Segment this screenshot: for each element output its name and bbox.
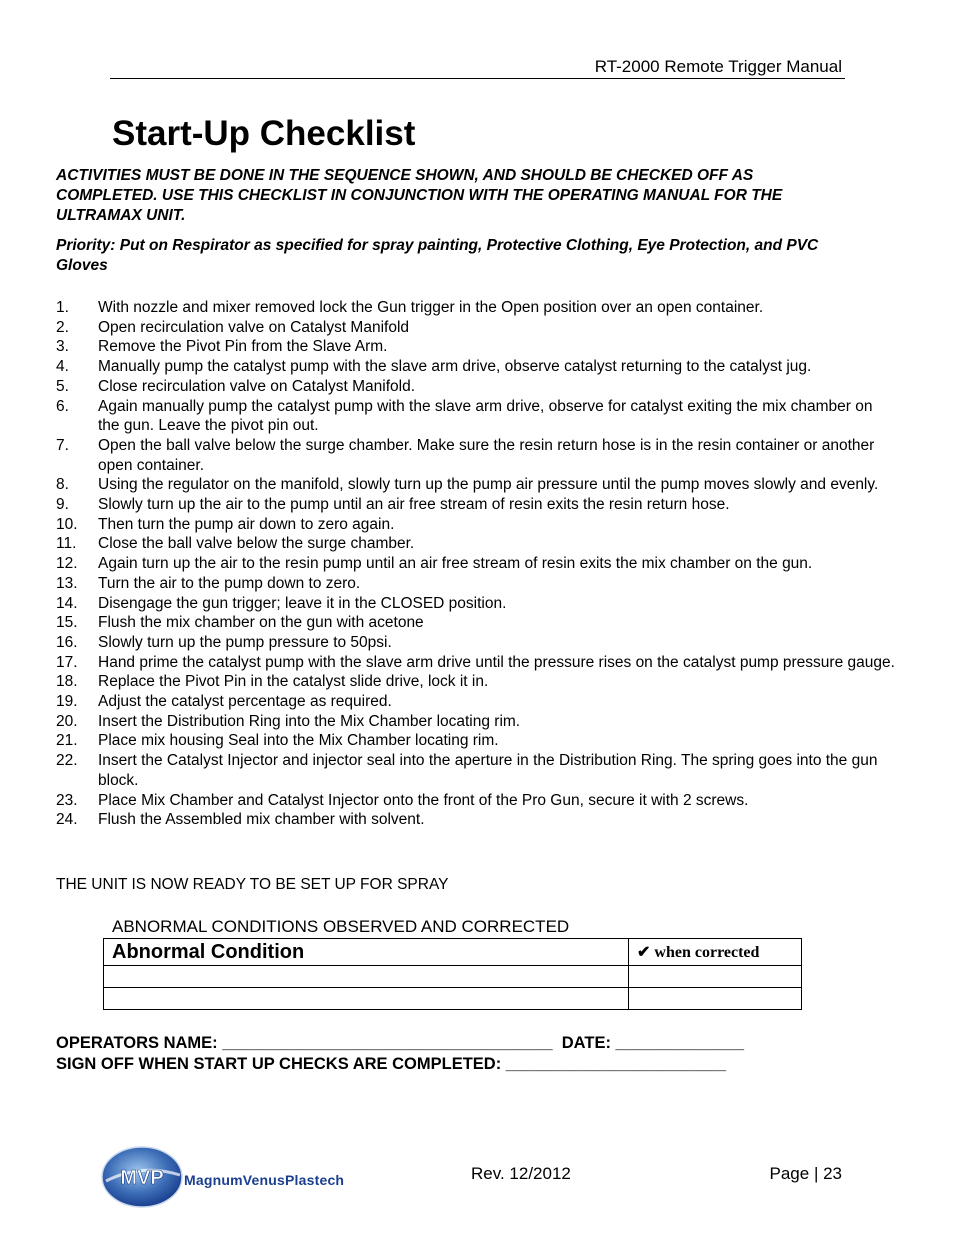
checklist-step [56, 672, 896, 692]
step-number: 3. [56, 338, 69, 356]
abnormal-condition-header: Abnormal Condition [104, 939, 629, 966]
page-number: Page | 23 [769, 1164, 842, 1183]
checklist-step [56, 712, 896, 732]
step-text: Insert the Distribution Ring into the Mix Chamber locating rim. [98, 712, 521, 730]
step-number: 20. [56, 712, 78, 730]
checklist-step [56, 633, 896, 653]
step-text: Insert the Catalyst Injector and injector seal into the aperture in the Distribution Ring. The spring goes into the gun block. [98, 752, 878, 789]
checklist-step [56, 397, 896, 436]
step-number: 13. [56, 574, 78, 592]
step-text: Again manually pump the catalyst pump with the slave arm drive, observe for catalyst exiting the mix chamber on the gun. Leave the pivot pin out. [98, 397, 873, 435]
step-text: Disengage the gun trigger; leave it in the CLOSED position. [98, 594, 507, 612]
checklist-step [56, 377, 896, 397]
checklist-step [56, 337, 896, 357]
condition-cell[interactable] [104, 966, 629, 988]
logo-badge-text: MVP [120, 1167, 164, 1189]
step-number: 4. [56, 358, 69, 376]
step-text: Manually pump the catalyst pump with the slave arm drive, observe catalyst returning to the catalyst jug. [98, 358, 812, 376]
step-text: Flush the mix chamber on the gun with acetone [98, 614, 424, 632]
step-text: Close recirculation valve on Catalyst Manifold. [98, 377, 416, 395]
condition-cell[interactable] [104, 988, 629, 1010]
checklist-step [56, 298, 896, 318]
step-number: 11. [56, 535, 77, 553]
step-number: 9. [56, 496, 69, 514]
step-number: 18. [56, 673, 78, 691]
step-number: 8. [56, 476, 69, 494]
checklist-step [56, 357, 896, 377]
step-number: 2. [56, 318, 69, 336]
checklist-step [56, 594, 896, 614]
abnormal-conditions-table [103, 938, 802, 1010]
step-number: 21. [56, 732, 78, 750]
checkmark-icon: ✔ [637, 944, 651, 961]
step-text: Slowly turn up the air to the pump until an air free stream of resin exits the resin return hose. [98, 496, 730, 514]
operator-name-line: OPERATORS NAME: ____________________________________ DATE: ______________ [56, 1034, 744, 1052]
revision-date: Rev. 12/2012 [471, 1164, 571, 1183]
step-number: 7. [56, 436, 69, 454]
step-number: 6. [56, 397, 69, 415]
checklist-step [56, 731, 896, 751]
step-text: Place mix housing Seal into the Mix Chamber locating rim. [98, 732, 499, 750]
table-row [104, 966, 802, 988]
step-number: 1. [56, 299, 69, 316]
step-number: 23. [56, 791, 78, 809]
mvp-globe-icon [100, 1145, 190, 1209]
step-text: Flush the Assembled mix chamber with solvent. [98, 811, 425, 829]
step-text: Again turn up the air to the resin pump until an air free stream of resin exits the mix chamber on the gun. [98, 555, 813, 573]
ready-statement: THE UNIT IS NOW READY TO BE SET UP FOR SPRAY [56, 876, 449, 893]
signoff-line: SIGN OFF WHEN START UP CHECKS ARE COMPLETED: ________________________ [56, 1055, 727, 1073]
step-number: 5. [56, 377, 69, 395]
step-number: 17. [56, 653, 78, 671]
checklist-steps [56, 298, 896, 830]
priority-note: Priority: Put on Respirator as specified for spray painting, Protective Clothing, Eye Protection, and PVC Gloves [56, 237, 819, 274]
checklist-step [56, 436, 896, 475]
step-number: 22. [56, 752, 78, 770]
step-number: 24. [56, 811, 78, 829]
when-corrected-label: when corrected [654, 944, 760, 961]
checklist-step [56, 810, 896, 830]
header-doc-title: RT-2000 Remote Trigger Manual [594, 57, 842, 76]
checklist-step [56, 318, 896, 338]
step-text: Remove the Pivot Pin from the Slave Arm. [98, 338, 388, 356]
header-rule [110, 78, 845, 79]
step-text: Turn the air to the pump down to zero. [98, 574, 361, 592]
checklist-step [56, 692, 896, 712]
checklist-step [56, 534, 896, 554]
table-row [104, 988, 802, 1010]
step-text: With nozzle and mixer removed lock the Gun trigger in the Open position over an open container. [98, 299, 764, 316]
step-text: Adjust the catalyst percentage as required. [98, 693, 392, 711]
table-header-row [104, 939, 802, 966]
sequence-warning: ACTIVITIES MUST BE DONE IN THE SEQUENCE SHOWN, AND SHOULD BE CHECKED OFF AS COMPLETED. USE THIS CHECKLIST IN CONJUNCTION WITH THE OPERATING MANUAL FOR THE ULTRAMAX UNIT. [56, 167, 783, 224]
page-title: Start-Up Checklist [112, 114, 416, 153]
checklist-step [56, 554, 896, 574]
when-corrected-header [629, 939, 802, 966]
checklist-step [56, 613, 896, 633]
checklist-step [56, 653, 896, 673]
abnormal-caption: ABNORMAL CONDITIONS OBSERVED AND CORRECTED [112, 917, 570, 936]
step-text: Replace the Pivot Pin in the catalyst slide drive, lock it in. [98, 673, 489, 691]
checklist-step [56, 574, 896, 594]
step-text: Then turn the pump air down to zero again. [98, 515, 395, 533]
step-number: 15. [56, 614, 78, 632]
checklist-step [56, 475, 896, 495]
step-number: 12. [56, 555, 78, 573]
step-number: 16. [56, 633, 78, 651]
corrected-check-cell[interactable] [629, 966, 802, 988]
checklist-step [56, 515, 896, 535]
step-text: Open the ball valve below the surge chamber. Make sure the resin return hose is in the resin container or another open container. [98, 436, 875, 474]
step-text: Using the regulator on the manifold, slowly turn up the pump air pressure until the pump moves slowly and evenly. [98, 476, 879, 494]
step-text: Close the ball valve below the surge chamber. [98, 535, 415, 553]
step-number: 19. [56, 693, 78, 711]
step-text: Hand prime the catalyst pump with the slave arm drive until the pressure rises on the catalyst pump pressure gauge. [98, 653, 895, 671]
step-text: Place Mix Chamber and Catalyst Injector onto the front of the Pro Gun, secure it with 2 screws. [98, 791, 749, 809]
step-number: 14. [56, 594, 78, 612]
step-text: Slowly turn up the pump pressure to 50psi. [98, 633, 392, 651]
company-name: MagnumVenusPlastech [184, 1172, 345, 1188]
corrected-check-cell[interactable] [629, 988, 802, 1010]
checklist-step [56, 791, 896, 811]
step-number: 10. [56, 515, 78, 533]
checklist-step [56, 751, 896, 790]
checklist-step [56, 495, 896, 515]
step-text: Open recirculation valve on Catalyst Manifold [98, 318, 410, 336]
